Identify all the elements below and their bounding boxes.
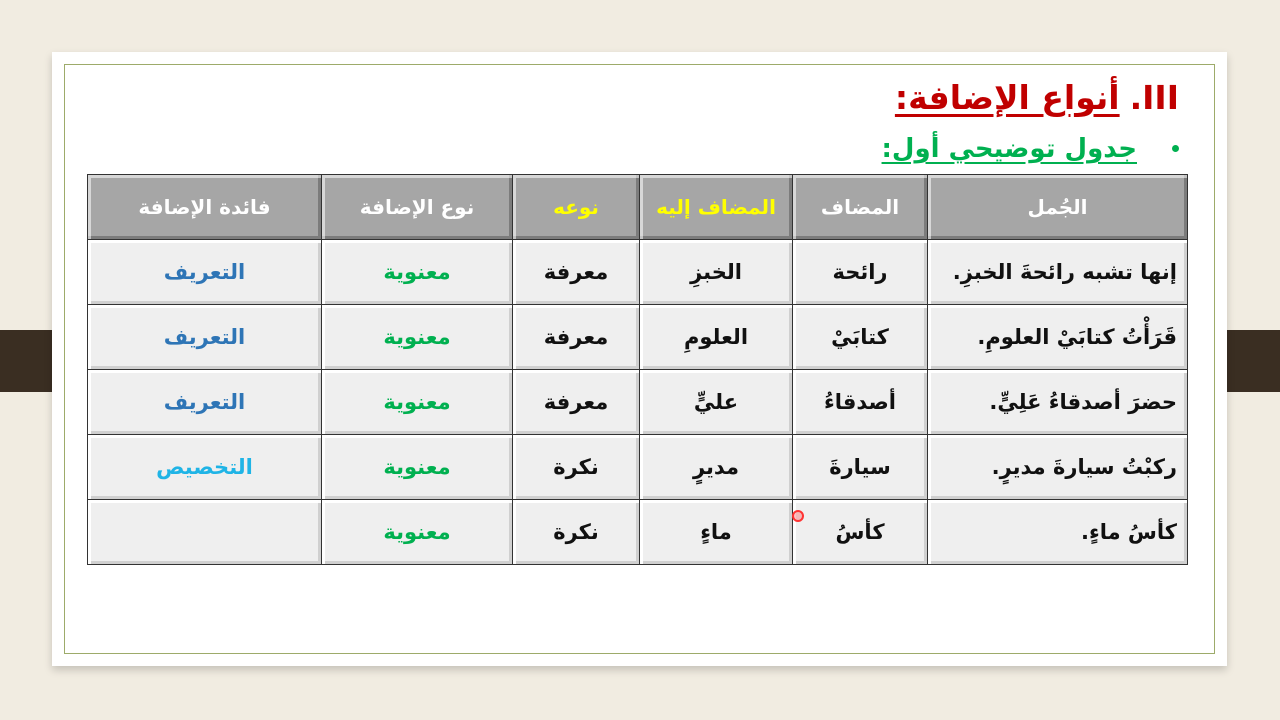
grammar-table (87, 174, 1188, 565)
cell-mudaf-ilayh: الخبزِ (640, 240, 793, 305)
cell-idafa-benefit: التخصيص (88, 435, 322, 500)
cell-its-type: معرفة (513, 370, 640, 435)
cell-idafa-benefit: التعريف (88, 240, 322, 305)
cell-idafa-type: معنوية (322, 500, 513, 565)
cell-idafa-benefit: التعريف (88, 370, 322, 435)
table-row (88, 435, 1188, 500)
cell-sentence: قَرَأْتُ كتابَيْ العلومِ. (928, 305, 1188, 370)
cell-idafa-benefit: التعريف (88, 305, 322, 370)
cell-its-type: معرفة (513, 240, 640, 305)
cell-mudaf: رائحة (793, 240, 928, 305)
table-row (88, 305, 1188, 370)
cell-mudaf: أصدقاءُ (793, 370, 928, 435)
table-row (88, 240, 1188, 305)
heading-text: أنواع الإضافة: (894, 78, 1120, 117)
cell-idafa-type: معنوية (322, 305, 513, 370)
heading-number: III. (1129, 78, 1179, 117)
header-mudaf: المضاف (793, 175, 928, 240)
cell-mudaf-ilayh: العلومِ (640, 305, 793, 370)
header-idafa-benefit: فائدة الإضافة (88, 175, 322, 240)
slide-subheading (882, 134, 1137, 164)
subheading-text: جدول توضيحي أول: (881, 134, 1137, 164)
cell-mudaf-ilayh: عليٍّ (640, 370, 793, 435)
cell-mudaf-ilayh: مديرٍ (640, 435, 793, 500)
cell-mudaf: سيارةَ (793, 435, 928, 500)
cell-idafa-type: معنوية (322, 370, 513, 435)
cell-sentence: ركبْتُ سيارةَ مديرٍ. (928, 435, 1188, 500)
header-idafa-type: نوع الإضافة (322, 175, 513, 240)
cell-idafa-benefit (88, 500, 322, 565)
table-row (88, 500, 1188, 565)
header-its-type: نوعه (513, 175, 640, 240)
header-sentences: الجُمل (928, 175, 1188, 240)
cell-its-type: نكرة (513, 435, 640, 500)
cell-sentence: إنها تشبه رائحةَ الخبزِ. (928, 240, 1188, 305)
table-header-row (88, 175, 1188, 240)
cell-its-type: نكرة (513, 500, 640, 565)
cell-idafa-type: معنوية (322, 240, 513, 305)
bullet-icon (1172, 145, 1179, 152)
cell-mudaf-ilayh: ماءٍ (640, 500, 793, 565)
header-mudaf-ilayh: المضاف إليه (640, 175, 793, 240)
slide (52, 52, 1227, 666)
pointer-cursor-icon (792, 510, 804, 522)
cell-mudaf: كأسُ (793, 500, 928, 565)
cell-mudaf: كتابَيْ (793, 305, 928, 370)
cell-sentence: حضرَ أصدقاءُ عَلِيٍّ. (928, 370, 1188, 435)
cell-idafa-type: معنوية (322, 435, 513, 500)
cell-its-type: معرفة (513, 305, 640, 370)
cell-sentence: كأسُ ماءٍ. (928, 500, 1188, 565)
slide-heading (895, 78, 1179, 117)
table-row (88, 370, 1188, 435)
